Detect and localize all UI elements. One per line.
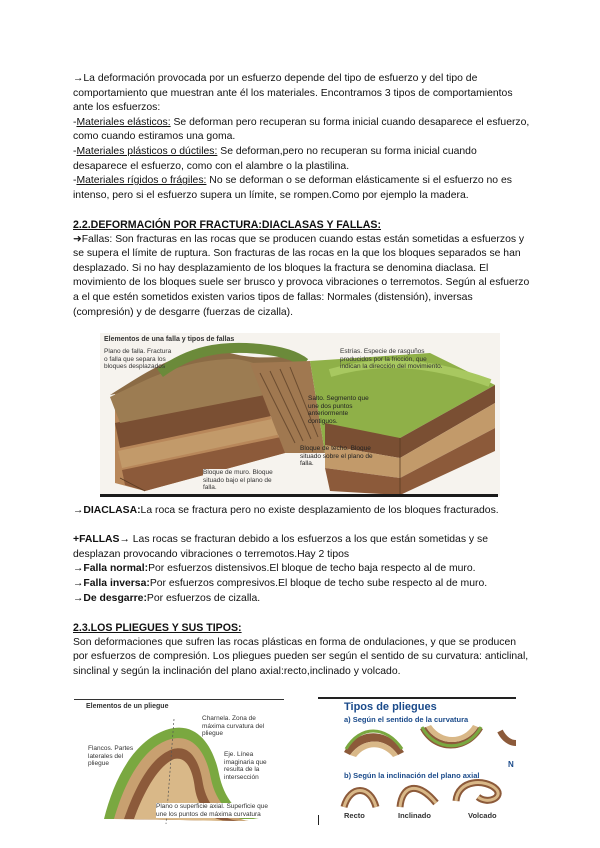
section-fractures xyxy=(73,218,533,320)
fault-figure-title: Elementos de una falla y tipos de fallas xyxy=(104,336,235,343)
intro-paragraph xyxy=(73,72,533,116)
label-axial-plane: Plano o superficie axial. Superficie que une los puntos de máxima curvatura xyxy=(156,803,276,818)
label-footwall: Bloque de muro. Bloque situado bajo el plano de falla. xyxy=(203,469,283,492)
type-inverse xyxy=(73,577,533,592)
label-hinge: Charnela. Zona de máxima curvatura del pliegue xyxy=(202,715,265,737)
type-normal-text: Por esfuerzos distensivos.El bloque de techo baja respecto al de muro. xyxy=(148,563,476,575)
diaclasa-term: →DIACLASA: xyxy=(73,505,141,516)
label-hanging-wall: Bloque de techo. Bloque situado sobre el plano de falla. xyxy=(300,445,373,467)
diaclasa-text: La roca se fractura pero no existe desplazamiento de los bloques fracturados. xyxy=(140,505,499,516)
type-strike-slip-term: →De desgarre: xyxy=(73,592,147,604)
section-folds xyxy=(73,621,533,679)
label-throw: Salto. Segmento que une dos puntos anteriormente contiguos. xyxy=(308,395,369,425)
label-axis: Eje. Línea imaginaria que resulta de la intersección xyxy=(224,751,267,781)
type-normal-term: →Falla normal: xyxy=(73,563,149,575)
diaclasa-line xyxy=(73,504,533,519)
list-item-plastic: -Materiales plásticos o dúctiles: Se deforman,pero no recuperan su forma inicial cuando desaparece el esfuerzo, como con el alambre o la plastilina. xyxy=(73,145,477,172)
fallas-intro: ➜Fallas: Son fracturas en las rocas que se producen cuando estas están sometidas a esfuerzos y se supera el límite de ruptura. Son fracturas de las rocas en la que los bloques separados se han desplazado. Si no hay desplazamiento de los bloques la fractura se denomina diaclasa. El movimiento de los bloques suele ser brusco y provoca vibraciones o terremotos. Según al esfuerzo a el que estén sometidos existen varios tipos de fallas: Normales (distensión), inversas (compresión) y de desgarre (fuerzas de cizalla). xyxy=(73,233,530,318)
text-elastic: Se deforman pero recuperan su forma inicial cuando desaparece el esfuerzo, como cuando estiramos una goma. xyxy=(73,116,530,143)
label-fault-plane: Plano de falla. Fractura o falla que separa los bloques desplazados xyxy=(104,348,172,370)
subtitle-curvature: a) Según el sentido de la curvatura xyxy=(344,715,469,724)
heading-folds: 2.3.LOS PLIEGUES Y SUS TIPOS: xyxy=(73,622,242,634)
label-limbs: Flancos. Partes laterales del pliegue xyxy=(88,745,134,767)
fold-elements-diagram xyxy=(74,699,284,827)
fold-elements-title: Elementos de un pliegue xyxy=(86,703,169,710)
figure-bottom-rule xyxy=(100,494,498,497)
label-striations: Estrías. Especie de rasguños producidos por la fricción, que indican la dirección del movimiento. xyxy=(340,348,443,370)
term-elastic: Materiales elásticos: xyxy=(76,116,171,128)
fold-types-diagram xyxy=(318,697,516,825)
list-item-rigid: -Materiales rígidos o frágiles: No se deforman o se deforman elásticamente si el esfuerzo no es intenso, pero si el esfuerzo supera un límite, se rompen.Como por ejemplo la madera. xyxy=(73,175,512,201)
arrow-glyph: → xyxy=(73,73,84,84)
fallas-term: +FALLAS→ xyxy=(73,534,130,546)
heading-fractures: 2.2.DEFORMACIÓN POR FRACTURA:DIACLASAS Y FALLAS: xyxy=(73,219,382,231)
text-rigid: No se deforman o se deforman elásticamente si el esfuerzo no es intenso, pero si el esfuerzo supera un límite, se rompen.Como por ejemplo la madera. xyxy=(73,175,512,201)
term-plastic: Materiales plásticos o dúctiles: xyxy=(76,145,218,157)
term-rigid: Materiales rígidos o frágiles: xyxy=(76,175,207,187)
type-strike-slip-text: Por esfuerzos de cizalla. xyxy=(146,592,261,604)
list-item-elastic: -Materiales elásticos: Se deforman pero recuperan su forma inicial cuando desaparece el esfuerzo, como cuando estiramos una goma. xyxy=(73,116,530,143)
fold-types-title: Tipos de pliegues xyxy=(344,701,437,713)
fault-diagram xyxy=(100,333,500,496)
section-deformation-intro xyxy=(73,72,533,203)
type-inverse-text: Por esfuerzos compresivos.El bloque de techo sube respecto al de muro. xyxy=(149,577,488,589)
fold-types-illustration xyxy=(318,697,516,825)
folds-text: Son deformaciones que sufren las rocas plásticas en forma de ondulaciones, y que se producen por esfuerzos de compresión. Los pliegues pueden ser según el sentido de su curvatura: anticlinal, sinclinal y según la inclinación del plano axial:recto,inclinado y volcado. xyxy=(73,636,529,677)
intro-text: La deformación provocada por un esfuerzo depende del tipo de esfuerzo y del tipo de comportamiento que muestran ante él los materiales. Encontramos 3 tipos de comportamientos ante los esfuerzos: xyxy=(73,73,513,114)
type-normal xyxy=(73,562,533,577)
spacer xyxy=(73,519,533,534)
section-fault-types xyxy=(73,504,533,606)
label-overturned: Volcado xyxy=(468,811,497,820)
fallas-line xyxy=(73,533,533,562)
subtitle-axial-plane: b) Según la inclinación del plano axial xyxy=(344,771,480,780)
fallas-text: Las rocas se fracturan debido a los esfuerzos a los que están sometidas y se desplazan provocando vibraciones o terremotos.Hay 2 tipos xyxy=(73,534,488,560)
text-plastic: Se deforman,pero no recuperan su forma inicial cuando desaparece el esfuerzo, como con el alambre o la plastilina. xyxy=(73,145,477,172)
label-inclined: Inclinado xyxy=(398,811,431,820)
type-strike-slip xyxy=(73,592,533,607)
type-inverse-term: →Falla inversa: xyxy=(73,577,150,589)
label-upright: Recto xyxy=(344,811,365,820)
label-n: N xyxy=(508,760,514,769)
